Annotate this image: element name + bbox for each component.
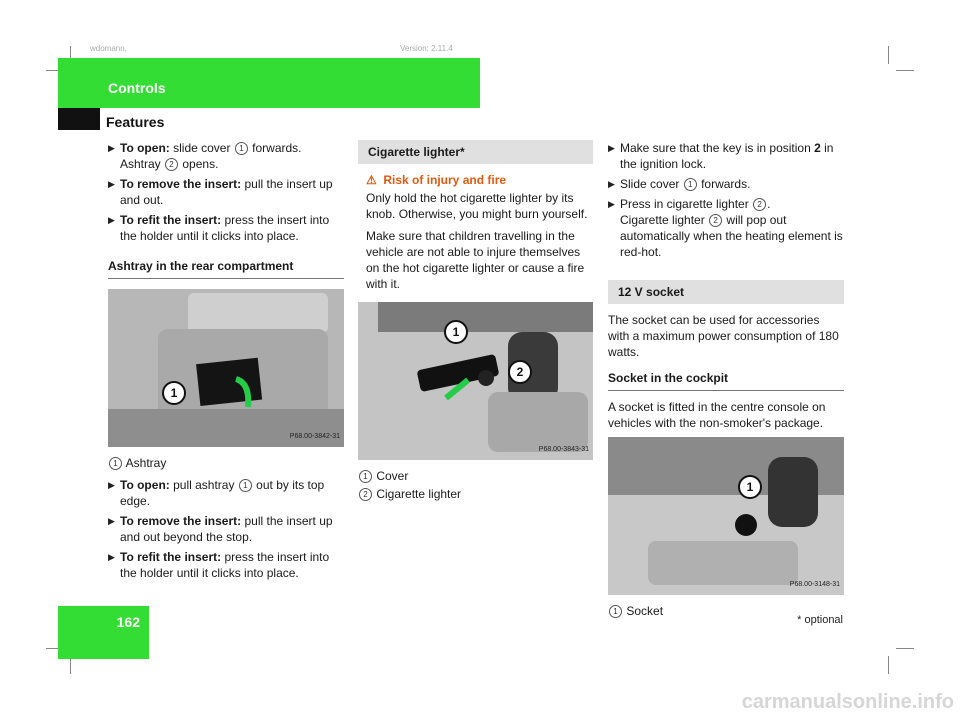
crop-mark (896, 648, 914, 649)
legend-item: 1 Cover (358, 468, 593, 484)
photo-code: P68.00-3843-31 (538, 446, 589, 453)
meta-right: Version: 2.11.4 (400, 44, 453, 53)
column-2 (358, 140, 593, 508)
photo-code: P68.00-3842-31 (289, 433, 340, 440)
callout-number: 1 (235, 142, 248, 155)
callout-number: 1 (239, 479, 252, 492)
warning-title: ⚠ Risk of injury and fire (366, 173, 507, 187)
arrow-icon: ▶ (608, 143, 615, 153)
ashtray-illustration (108, 289, 344, 447)
arrow-icon: ▶ (108, 516, 115, 526)
crop-mark (888, 46, 889, 64)
section-heading: Cigarette lighter* (358, 140, 593, 164)
step-item: ▶ To open: slide cover 1 forwards. Ashtray 2 opens. (108, 141, 302, 171)
subheading: Ashtray in the rear compartment (108, 258, 344, 279)
arrow-icon: ▶ (608, 199, 615, 209)
callout-1: 1 (162, 381, 186, 405)
arrow-icon: ▶ (108, 179, 115, 189)
legend-item: 2 Cigarette lighter (358, 486, 593, 502)
step-item: ▶ Press in cigarette lighter 2 . Cigarette lighter 2 will pop out automatically when the heating element is red-hot. (608, 197, 843, 259)
step-item: ▶ Slide cover 1 forwards. (608, 177, 751, 191)
callout-number: 2 (753, 198, 766, 211)
socket-photo (608, 437, 844, 595)
arrow-icon: ▶ (108, 215, 115, 225)
warning-text: Only hold the hot cigarette lighter by its knob. Otherwise, you might burn yourself. (366, 191, 588, 221)
footnote: * optional (797, 614, 843, 626)
header-tab (58, 108, 100, 130)
page-title: Features (106, 114, 165, 130)
callout-number: 1 (609, 605, 622, 618)
socket-illustration (608, 437, 844, 595)
step-item: ▶ To open: pull ashtray 1 out by its top edge. (108, 478, 325, 508)
legend-item: 1 Socket (608, 603, 844, 619)
section-heading: 12 V socket (608, 280, 844, 304)
paragraph: A socket is fitted in the centre console on vehicles with the non-smoker's package. (608, 400, 826, 430)
ashtray-photo (108, 289, 344, 447)
arrow-icon: ▶ (108, 143, 115, 153)
callout-number: 1 (109, 457, 122, 470)
paragraph: The socket can be used for accessories with a maximum power consumption of 180 watts. (608, 313, 839, 359)
crop-mark (896, 70, 914, 71)
meta-left: wdomann, (90, 44, 127, 53)
callout-number: 2 (709, 214, 722, 227)
page-number: 162 (116, 614, 140, 630)
column-3 (608, 140, 844, 625)
callout-number: 2 (165, 158, 178, 171)
callout-number: 2 (359, 488, 372, 501)
callout-2: 2 (508, 360, 532, 384)
callout-number: 1 (684, 178, 697, 191)
callout-number: 1 (359, 470, 372, 483)
crop-mark (888, 656, 889, 674)
arrow-icon: ▶ (608, 179, 615, 189)
lighter-illustration (358, 302, 593, 460)
arrow-icon: ▶ (108, 552, 115, 562)
subheading: Socket in the cockpit (608, 370, 844, 391)
warning-text: Make sure that children travelling in the vehicle are not able to injure themselves on the hot cigarette lighter or cause a fire with it. (366, 229, 585, 291)
photo-code: P68.00-3148-31 (789, 581, 840, 588)
arrow-icon: ▶ (108, 480, 115, 490)
callout-1: 1 (738, 475, 762, 499)
cigarette-lighter-photo (358, 302, 593, 460)
column-1 (108, 140, 344, 583)
callout-1: 1 (444, 320, 468, 344)
legend-item: 1 Ashtray (108, 455, 344, 471)
step-item: ▶ To remove the insert: pull the insert up and out. (108, 177, 333, 207)
warning-icon: ⚠ (366, 173, 377, 187)
step-item: ▶ To refit the insert: press the insert into the holder until it clicks into place. (108, 550, 330, 580)
step-item: ▶ Make sure that the key is in position 2 in the ignition lock. (608, 141, 834, 171)
step-item: ▶ To remove the insert: pull the insert up and out beyond the stop. (108, 514, 333, 544)
section-title: Controls (108, 80, 166, 96)
step-item: ▶ To refit the insert: press the insert into the holder until it clicks into place. (108, 213, 330, 243)
watermark: carmanualsonline.info (741, 691, 954, 713)
